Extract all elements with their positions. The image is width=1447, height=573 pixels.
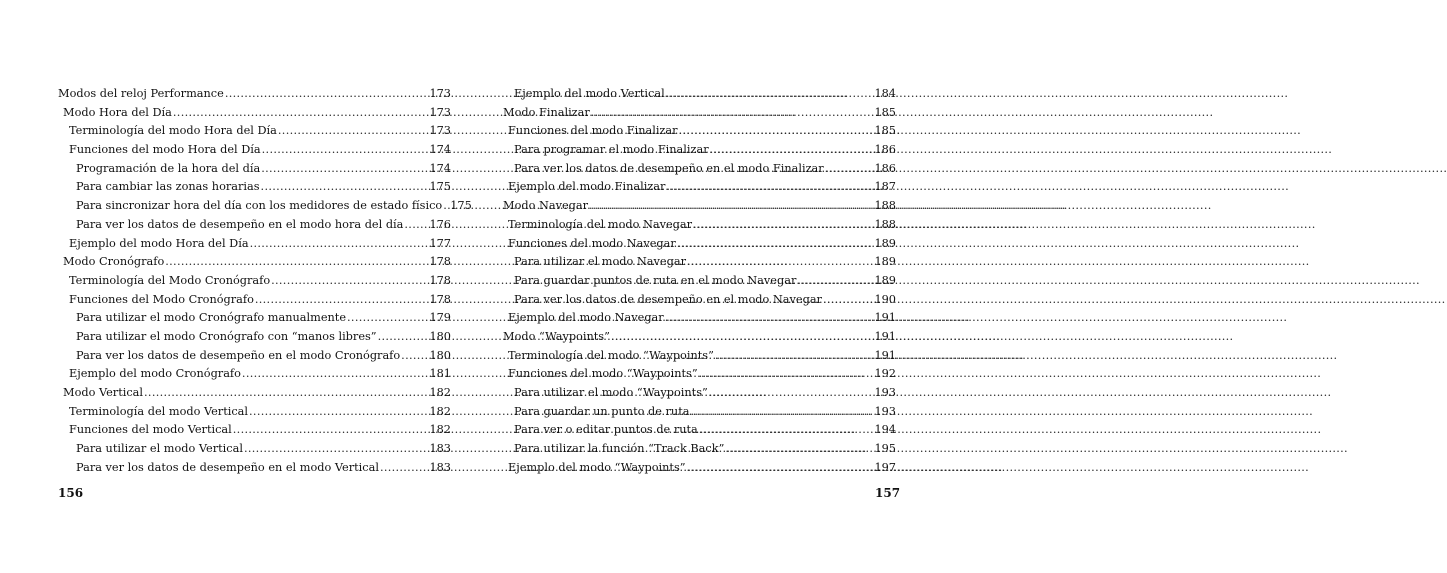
toc-entry-title: Modo Navegar bbox=[503, 199, 589, 213]
toc-leader-dots bbox=[666, 85, 874, 104]
toc-entry bbox=[503, 328, 896, 347]
toc-leader-dots bbox=[404, 216, 428, 235]
toc-entry-title: Modos del reloj Performance bbox=[58, 87, 224, 100]
toc-entry-title: Modo Cronógrafo bbox=[63, 255, 165, 269]
toc-entry bbox=[503, 272, 896, 291]
toc-entry-title: Para ver o editar puntos de ruta bbox=[514, 423, 698, 437]
toc-entry bbox=[58, 85, 451, 104]
toc-leader-dots bbox=[250, 235, 429, 254]
toc-entry-title: Modo “Waypoints” bbox=[503, 329, 610, 343]
toc-entry-page: 193 bbox=[874, 386, 896, 399]
toc-entry-page: 194 bbox=[874, 423, 896, 437]
toc-entry-page: 189 bbox=[874, 273, 896, 287]
toc-leader-dots bbox=[589, 197, 873, 216]
toc-leader-dots bbox=[823, 291, 873, 310]
toc-entry bbox=[503, 421, 896, 440]
toc-leader-dots bbox=[725, 440, 873, 459]
toc-entry bbox=[58, 440, 451, 459]
toc-entry-title: Funciones del modo Vertical bbox=[69, 423, 232, 437]
toc-entry-title: Ejemplo del modo Cronógrafo bbox=[69, 367, 241, 381]
toc-entry-title: Modo Vertical bbox=[63, 386, 144, 399]
toc-entry-title: Funciones del Modo Cronógrafo bbox=[69, 292, 254, 306]
toc-entry bbox=[503, 253, 896, 272]
toc-leader-dots bbox=[690, 403, 873, 422]
toc-entry-page: 180 bbox=[429, 348, 451, 362]
toc-entry-title: Ejemplo del modo “Waypoints” bbox=[508, 460, 686, 474]
toc-entry-title: Para ver los datos de desempeño en el modo Navegar bbox=[514, 292, 822, 306]
toc-entry-page: 186 bbox=[874, 143, 896, 157]
toc-entry bbox=[58, 141, 451, 160]
toc-entry bbox=[58, 104, 451, 123]
toc-entry-page: 190 bbox=[874, 292, 896, 306]
toc-entry-title: Para guardar un punto de ruta bbox=[514, 404, 690, 418]
toc-entry-page: 182 bbox=[429, 423, 451, 437]
toc-entry-page: 184 bbox=[874, 87, 896, 100]
toc-entry bbox=[503, 141, 896, 160]
toc-entry-page: 173 bbox=[429, 105, 451, 119]
toc-leader-dots bbox=[677, 235, 874, 254]
toc-entry bbox=[503, 216, 896, 235]
toc-entry bbox=[503, 384, 896, 403]
toc-entry bbox=[58, 160, 451, 179]
toc-leader-dots bbox=[709, 384, 874, 403]
toc-leader-dots bbox=[693, 216, 873, 235]
toc-entry-title: Ejemplo del modo Hora del Día bbox=[69, 236, 249, 250]
toc-entry-page: 192 bbox=[874, 367, 896, 381]
toc-entry-page: 177 bbox=[429, 236, 451, 250]
toc-entry bbox=[503, 440, 896, 459]
toc-entry-title: Para ver los datos de desempeño en el modo Finalizar bbox=[514, 161, 824, 175]
toc-entry-page: 173 bbox=[429, 124, 451, 138]
toc-leader-dots bbox=[347, 309, 428, 328]
toc-entry bbox=[58, 253, 451, 272]
toc-entry-page: 183 bbox=[429, 442, 451, 456]
toc-entry-title: Modo Finalizar bbox=[503, 105, 590, 119]
toc-entry-title: Para programar el modo Finalizar bbox=[514, 143, 709, 157]
toc-entry-title: Ejemplo del modo Finalizar bbox=[508, 180, 666, 194]
toc-leader-dots bbox=[165, 253, 428, 272]
toc-entry-page: 186 bbox=[874, 161, 896, 175]
toc-leader-dots bbox=[710, 141, 874, 160]
toc-entry bbox=[58, 291, 451, 310]
toc-entry bbox=[58, 365, 451, 384]
toc-entry-title: Terminología del Modo Cronógrafo bbox=[69, 273, 271, 287]
toc-leader-dots bbox=[262, 141, 429, 160]
toc-entry-title: Modo Hora del Día bbox=[63, 105, 172, 119]
toc-leader-dots bbox=[271, 272, 428, 291]
toc-entry-page: 188 bbox=[874, 217, 896, 231]
toc-leader-dots bbox=[278, 122, 429, 141]
toc-entry-title: Para sincronizar hora del día con los medidores de estado físico bbox=[76, 199, 443, 213]
toc-entry-page: 181 bbox=[429, 367, 451, 381]
toc-entry-page: 197 bbox=[874, 460, 896, 474]
toc-leader-dots bbox=[242, 365, 429, 384]
toc-leader-dots bbox=[249, 403, 428, 422]
toc-leader-dots bbox=[233, 421, 429, 440]
toc-entry bbox=[58, 235, 451, 254]
toc-entry bbox=[503, 178, 896, 197]
toc-entry-title: Ejemplo del modo Navegar bbox=[508, 311, 664, 325]
toc-leader-dots bbox=[443, 197, 449, 216]
toc-entry-title: Ejemplo del modo Vertical bbox=[514, 87, 665, 100]
toc-entry bbox=[503, 403, 896, 422]
toc-entry-page: 193 bbox=[874, 404, 896, 418]
toc-entry bbox=[503, 459, 896, 478]
toc-leader-dots bbox=[679, 122, 874, 141]
toc-entry bbox=[503, 104, 896, 123]
toc-entry bbox=[503, 347, 896, 366]
toc-entry bbox=[503, 197, 896, 216]
toc-entry bbox=[58, 328, 451, 347]
toc-entry-page: 175 bbox=[429, 180, 451, 194]
toc-entry bbox=[503, 160, 896, 179]
toc-entry bbox=[58, 272, 451, 291]
toc-entry-page: 174 bbox=[429, 161, 451, 175]
toc-leader-dots bbox=[255, 291, 429, 310]
toc-leader-dots bbox=[665, 309, 874, 328]
toc-leader-dots bbox=[715, 347, 874, 366]
toc-entry-page: 174 bbox=[429, 143, 451, 157]
toc-entry-title: Para ver los datos de desempeño en el modo hora del día bbox=[76, 217, 404, 231]
toc-entry bbox=[58, 347, 451, 366]
toc-entry-title: Para utilizar el modo Navegar bbox=[514, 255, 686, 269]
toc-entry-page: 180 bbox=[429, 329, 451, 343]
toc-left-page bbox=[58, 85, 472, 477]
toc-leader-dots bbox=[380, 459, 429, 478]
toc-entry-page: 187 bbox=[874, 180, 896, 194]
toc-leader-dots bbox=[261, 160, 428, 179]
toc-leader-dots bbox=[666, 178, 873, 197]
toc-entry-title: Terminología del modo Navegar bbox=[508, 217, 693, 231]
toc-entry-page: 191 bbox=[874, 329, 896, 343]
toc-entry-page: 182 bbox=[429, 386, 451, 399]
toc-entry bbox=[58, 403, 451, 422]
toc-entry-title: Para utilizar el modo Cronógrafo manualmente bbox=[76, 311, 347, 325]
toc-entry bbox=[58, 216, 451, 235]
page-number-left: 156 bbox=[58, 486, 84, 500]
toc-entry-page: 189 bbox=[874, 255, 896, 269]
toc-leader-dots bbox=[378, 328, 429, 347]
toc-entry bbox=[58, 384, 451, 403]
toc-entry-title: Para utilizar el modo Vertical bbox=[76, 442, 243, 456]
toc-entry-title: Funciones del modo Finalizar bbox=[508, 124, 678, 138]
toc-leader-dots bbox=[225, 85, 429, 104]
toc-entry bbox=[503, 122, 896, 141]
toc-entry-page: 175 bbox=[450, 199, 472, 213]
toc-leader-dots bbox=[244, 440, 428, 459]
toc-entry bbox=[503, 235, 896, 254]
toc-entry-page: 178 bbox=[429, 255, 451, 269]
toc-leader-dots bbox=[144, 384, 428, 403]
toc-right-page bbox=[503, 85, 896, 477]
toc-entry-page: 173 bbox=[429, 87, 451, 100]
toc-entry-title: Para ver los datos de desempeño en el modo Cronógrafo bbox=[76, 348, 401, 362]
toc-entry bbox=[503, 309, 896, 328]
toc-entry-page: 185 bbox=[874, 124, 896, 138]
toc-entry-title: Programación de la hora del día bbox=[76, 161, 261, 175]
toc-entry bbox=[58, 421, 451, 440]
toc-entry-page: 189 bbox=[874, 236, 896, 250]
toc-entry-title: Terminología del modo “Waypoints” bbox=[508, 348, 714, 362]
toc-entry-title: Para cambiar las zonas horarias bbox=[76, 180, 260, 194]
toc-leader-dots bbox=[401, 347, 428, 366]
toc-entry bbox=[58, 178, 451, 197]
toc-leader-dots bbox=[687, 253, 873, 272]
toc-leader-dots bbox=[699, 421, 874, 440]
toc-entry-title: Para utilizar la función “Track Back” bbox=[514, 442, 725, 456]
toc-leader-dots bbox=[797, 272, 873, 291]
toc-entry bbox=[58, 197, 472, 216]
toc-entry-title: Funciones del modo “Waypoints” bbox=[508, 367, 698, 381]
page-number-right: 157 bbox=[875, 486, 901, 500]
toc-leader-dots bbox=[591, 104, 874, 123]
toc-entry bbox=[503, 85, 896, 104]
toc-entry-page: 195 bbox=[874, 442, 896, 456]
toc-entry-title: Terminología del modo Vertical bbox=[69, 404, 249, 418]
toc-entry-title: Para utilizar el modo “Waypoints” bbox=[514, 386, 708, 399]
toc-entry bbox=[503, 365, 896, 384]
toc-entry-title: Para utilizar el modo Cronógrafo con “manos libres” bbox=[76, 329, 377, 343]
toc-entry bbox=[58, 459, 451, 478]
toc-leader-dots bbox=[261, 178, 429, 197]
toc-entry-title: Para ver los datos de desempeño en el modo Vertical bbox=[76, 460, 379, 474]
toc-entry-page: 178 bbox=[429, 292, 451, 306]
toc-leader-dots bbox=[611, 328, 874, 347]
toc-entry bbox=[58, 309, 451, 328]
toc-entry-page: 185 bbox=[874, 105, 896, 119]
toc-leader-dots bbox=[825, 160, 874, 179]
toc-leader-dots bbox=[699, 365, 874, 384]
toc-entry-page: 176 bbox=[429, 217, 451, 231]
toc-entry-page: 182 bbox=[429, 404, 451, 418]
toc-leader-dots bbox=[173, 104, 429, 123]
toc-entry bbox=[503, 291, 896, 310]
toc-entry bbox=[58, 122, 451, 141]
toc-entry-page: 191 bbox=[874, 348, 896, 362]
toc-entry-title: Funciones del modo Navegar bbox=[508, 236, 676, 250]
toc-entry-page: 188 bbox=[874, 199, 896, 213]
toc-entry-title: Funciones del modo Hora del Día bbox=[69, 143, 261, 157]
toc-entry-page: 191 bbox=[874, 311, 896, 325]
toc-entry-title: Terminología del modo Hora del Día bbox=[69, 124, 277, 138]
toc-entry-title: Para guardar puntos de ruta en el modo Navegar bbox=[514, 273, 797, 287]
toc-entry-page: 178 bbox=[429, 273, 451, 287]
toc-leader-dots bbox=[687, 459, 874, 478]
toc-entry-page: 183 bbox=[429, 460, 451, 474]
toc-entry-page: 179 bbox=[429, 311, 451, 325]
